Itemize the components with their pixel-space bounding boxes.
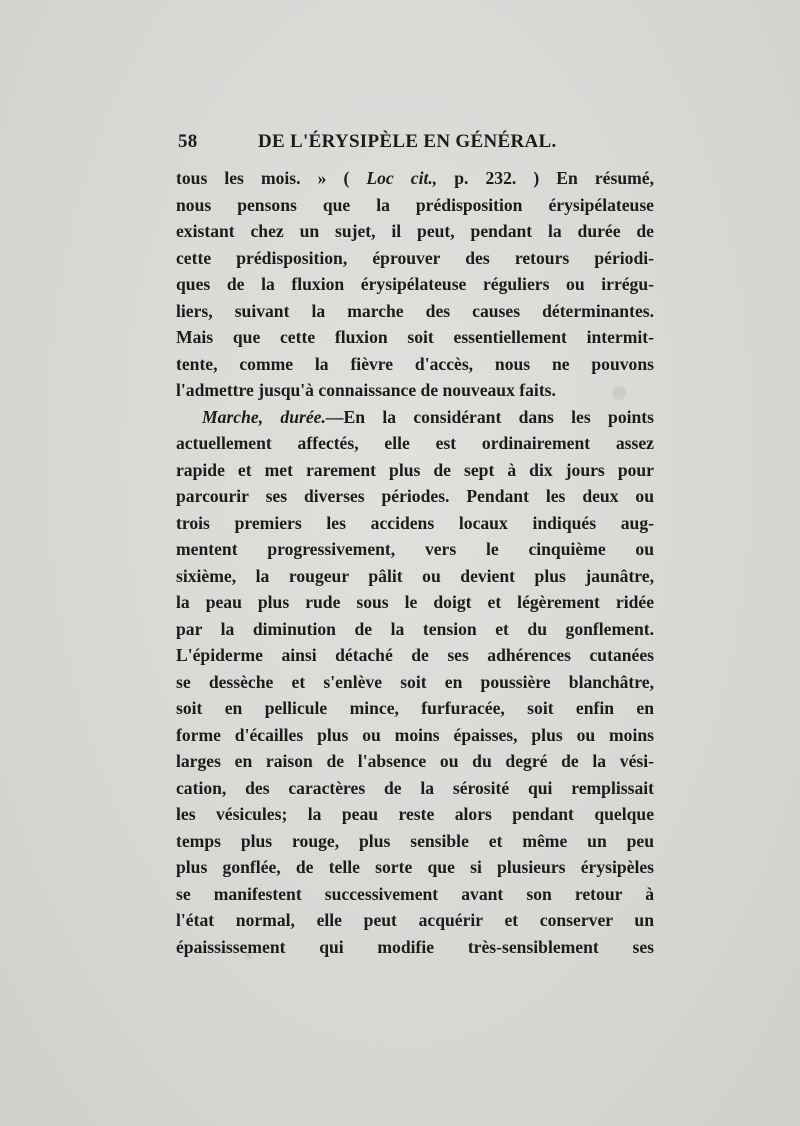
text-line: la peau plus rude sous le doigt et légèrement ridée — [176, 592, 654, 612]
text-line: actuellement affectés, elle est ordinairement assez — [176, 433, 654, 453]
running-title: DE L'ÉRYSIPÈLE EN GÉNÉRAL. — [258, 131, 557, 152]
text-line: temps plus rouge, plus sensible et même un peu — [176, 830, 654, 851]
text-line: l'admettre jusqu'à connaissance de nouveaux faits. — [176, 380, 556, 400]
text-line: ques de la fluxion érysipélateuse réguliers ou irrégu- — [176, 274, 654, 294]
section-heading: Marche, durée. — [202, 406, 326, 427]
text-line: cation, des caractères de la sérosité qui remplissait — [176, 777, 654, 798]
text-line: par la diminution de la tension et du gonflement. — [176, 618, 654, 639]
page-number: 58 — [178, 131, 198, 152]
text-line: tous les mois. » ( Loc cit., p. 232. ) En résumé, — [176, 168, 654, 188]
text-line: liers, suivant la marche des causes déterminantes. — [176, 300, 654, 321]
text-line: parcourir ses diverses périodes. Pendant les deux ou — [176, 486, 654, 506]
text-line: forme d'écailles plus ou moins épaisses, plus ou moins — [176, 724, 654, 745]
text-line: se dessèche et s'enlève soit en poussière blanchâtre, — [176, 671, 654, 692]
text-line: se manifestent successivement avant son retour à — [176, 883, 654, 904]
text-line: épaississement qui modifie très-sensiblement ses — [176, 936, 654, 957]
text-line: L'épiderme ainsi détaché de ses adhérences cutanées — [176, 645, 654, 665]
text-line: mentent progressivement, vers le cinquième ou — [176, 539, 654, 559]
text-line: sixième, la rougeur pâlit ou devient plus jaunâtre, — [176, 565, 654, 586]
text-line: existant chez un sujet, il peut, pendant la durée de — [176, 221, 654, 241]
text-line: larges en raison de l'absence ou du degré de la vési- — [176, 751, 654, 771]
text-line: Mais que cette fluxion soit essentiellement intermit- — [176, 327, 654, 347]
text-line: plus gonflée, de telle sorte que si plusieurs érysipèles — [176, 857, 654, 877]
text-line: trois premiers les accidens locaux indiqués aug- — [176, 512, 654, 533]
citation-italic: Loc cit., — [366, 168, 438, 188]
text-line: nous pensons que la prédisposition érysipélateuse — [176, 194, 654, 215]
page-header — [178, 131, 658, 157]
text-line: l'état normal, elle peut acquérir et conserver un — [176, 910, 654, 930]
text-line: rapide et met rarement plus de sept à dix jours pour — [176, 459, 654, 480]
text-line: soit en pellicule mince, furfuracée, soit enfin en — [176, 698, 654, 718]
body-text — [176, 165, 654, 960]
text-line: tente, comme la fièvre d'accès, nous ne pouvons — [176, 353, 654, 374]
text-line: les vésicules; la peau reste alors pendant quelque — [176, 804, 654, 824]
text-line: cette prédisposition, éprouver des retours périodi- — [176, 247, 654, 268]
section-heading-line: Marche, durée.—En la considérant dans les points — [202, 406, 655, 427]
